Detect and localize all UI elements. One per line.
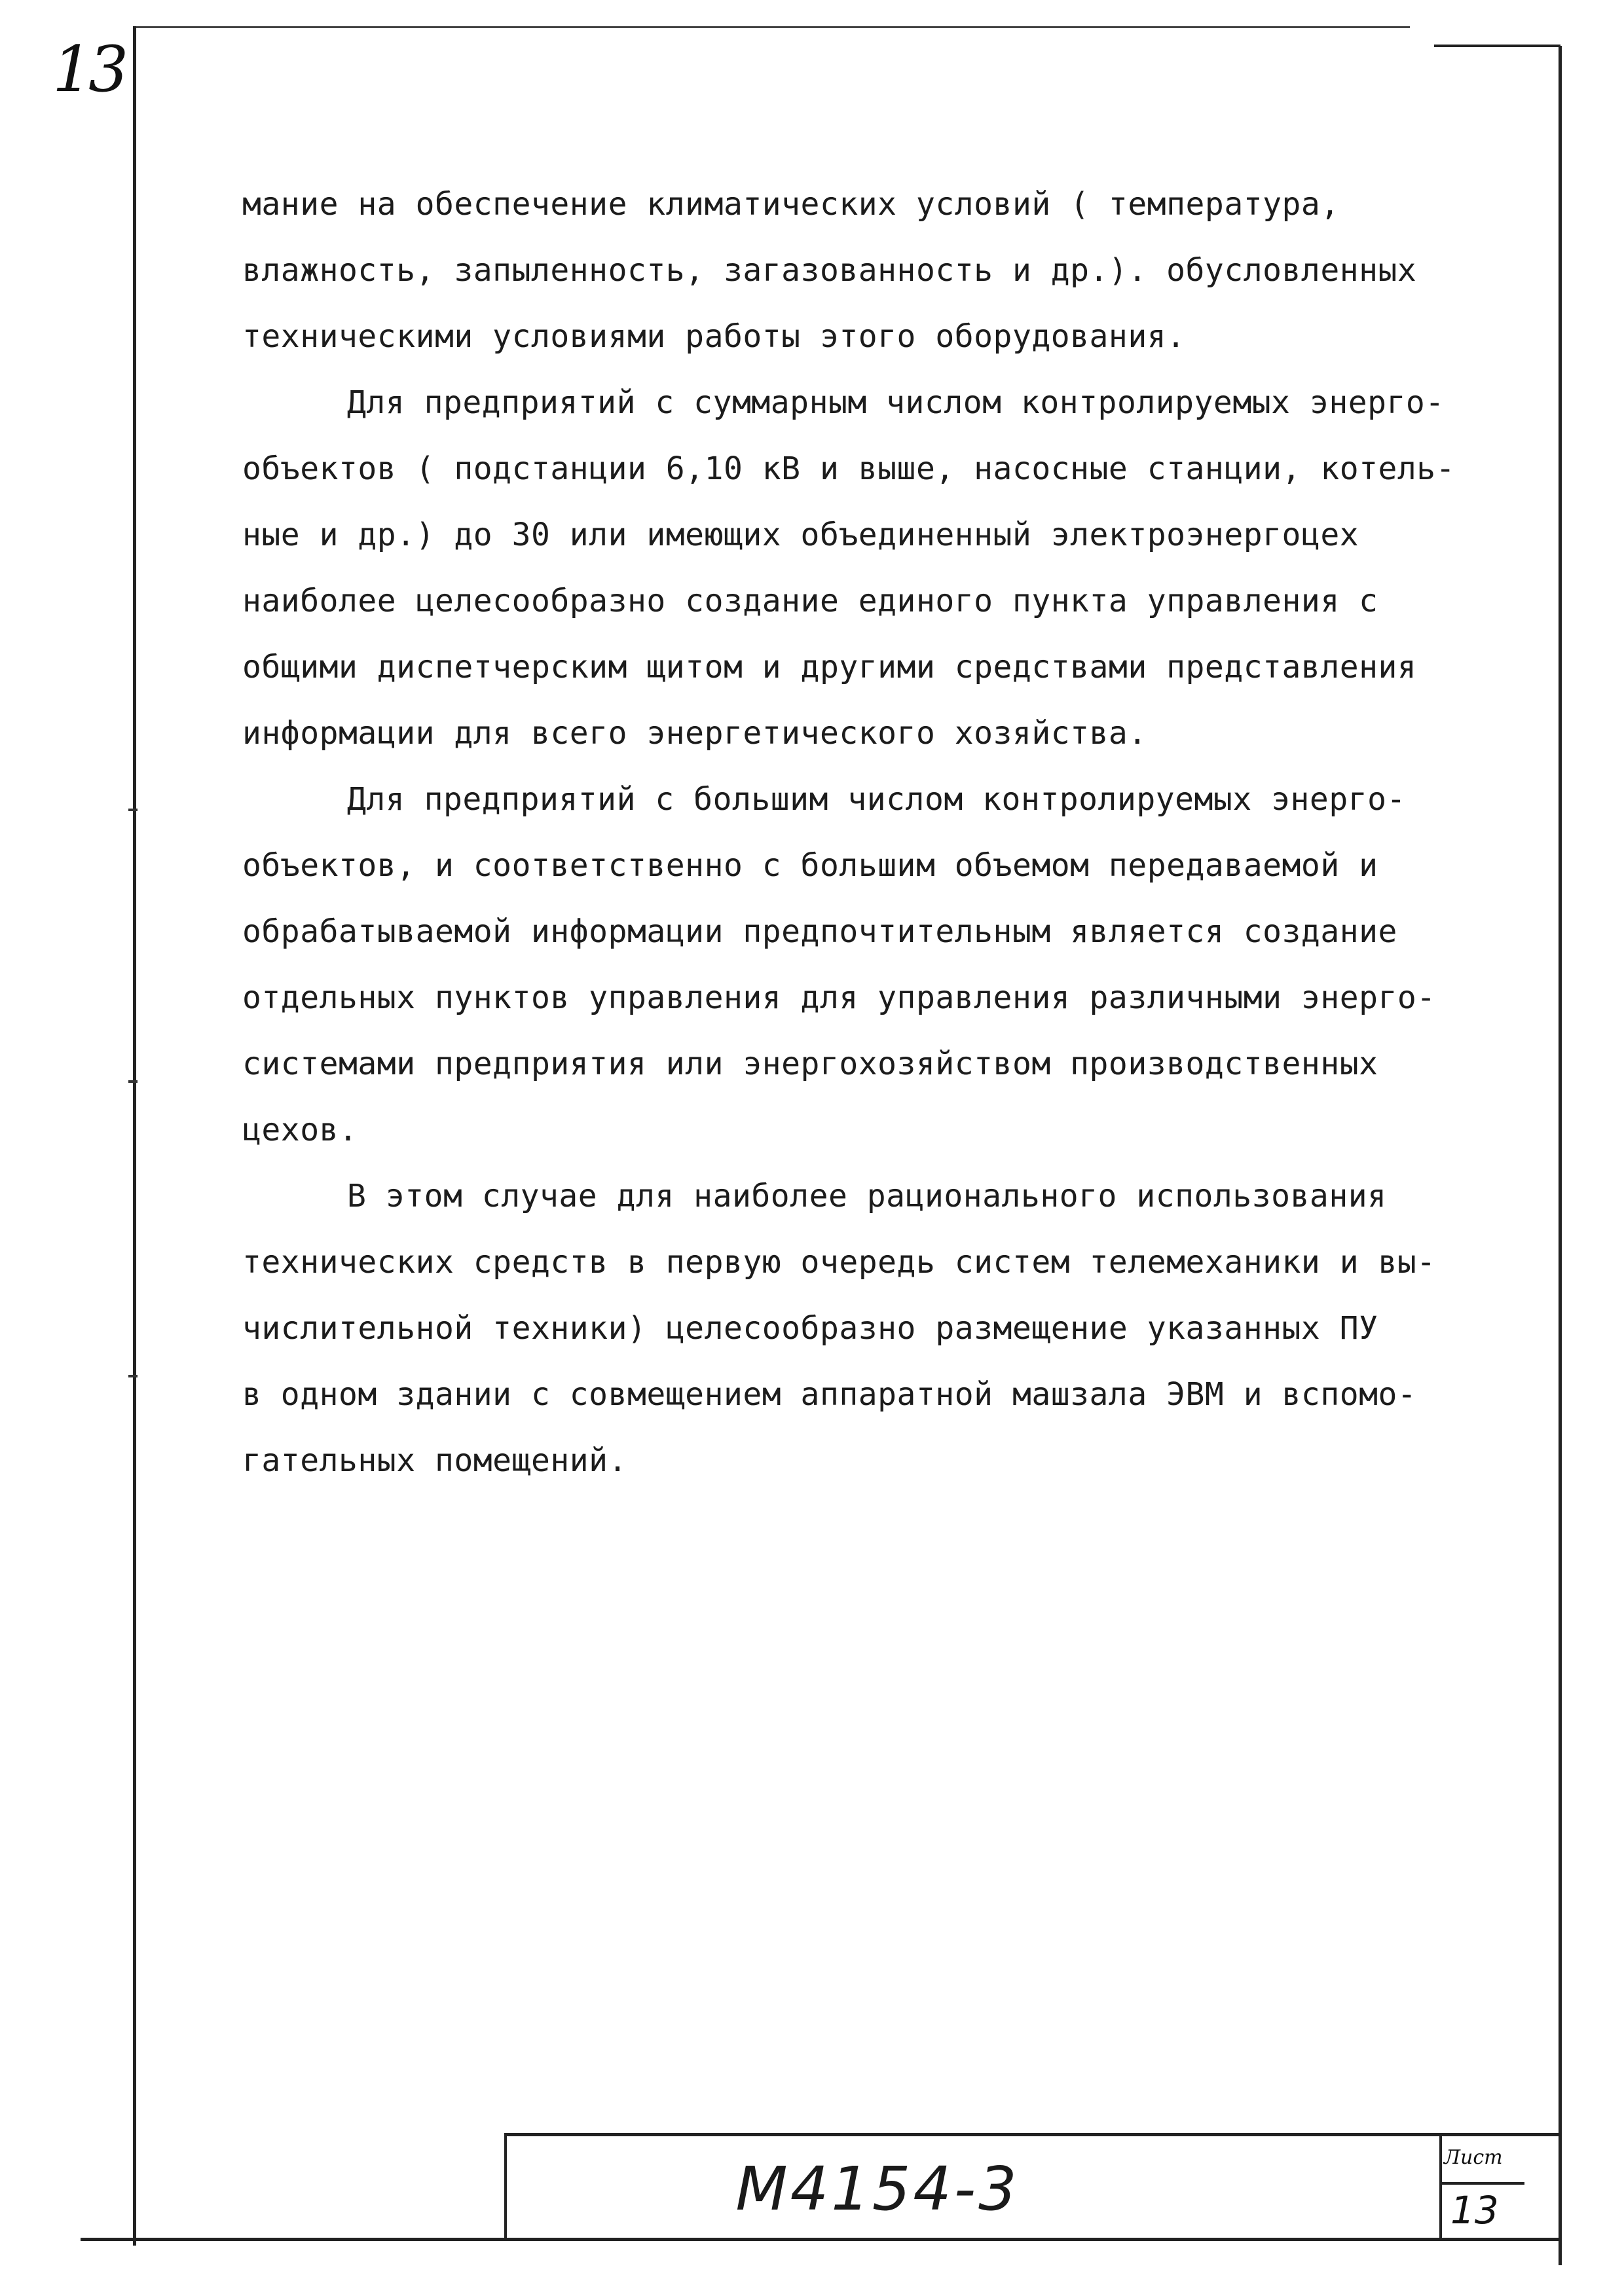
text-line: влажность, запыленность, загазованность и др.). обусловленных [242, 252, 1417, 289]
text-line: цехов. [242, 1112, 358, 1148]
text-line: В этом случае для наиболее рационального использования [347, 1178, 1387, 1214]
text-line: в одном здании с совмещением аппаратной машзала ЭВМ и вспомо- [242, 1376, 1417, 1413]
text-line: Для предприятий с суммарным числом контролируемых энерго- [347, 384, 1445, 421]
text-line: отдельных пунктов управления для управления различными энерго- [242, 979, 1436, 1016]
paragraph-1 [242, 172, 1526, 370]
text-line: ные и др.) до 30 или имеющих объединенный электроэнергоцех [242, 517, 1359, 553]
text-line: обрабатываемой информации предпочтительным является создание [242, 913, 1397, 950]
document-code: М4154-3 [735, 2154, 1020, 2224]
sheet-box-divider [1439, 2182, 1524, 2185]
frame-tick [128, 1375, 138, 1377]
text-line: Для предприятий с большим числом контролируемых энерго- [347, 781, 1406, 818]
sheet-number: 13 [1450, 2188, 1499, 2232]
frame-top-edge [133, 26, 1410, 28]
text-line: информации для всего энергетического хозяйства. [242, 715, 1147, 752]
text-line: гательных помещений. [242, 1442, 627, 1479]
text-line: мание на обеспечение климатических условий ( температура, [242, 186, 1340, 223]
frame-right-edge [1559, 46, 1562, 2265]
text-line: общими диспетчерским щитом и другими средствами представления [242, 649, 1417, 685]
paragraph-3 [242, 767, 1526, 1163]
text-line: числительной техники) целесообразно размещение указанных ПУ [242, 1310, 1378, 1347]
sheet-label: Лист [1444, 2146, 1503, 2169]
text-line: объектов ( подстанции 6,10 кВ и выше, насосные станции, котель- [242, 450, 1456, 487]
frame-tick [128, 809, 138, 811]
frame-tick [128, 1080, 138, 1083]
text-line: наиболее целесообразно создание единого пункта управления с [242, 583, 1378, 619]
paragraph-2 [242, 370, 1526, 767]
frame-left-edge [133, 26, 136, 2246]
text-line: техническими условиями работы этого оборудования. [242, 318, 1186, 355]
document-body [242, 172, 1526, 1494]
handwritten-page-number: 13 [52, 33, 125, 106]
text-line: системами предприятия или энергохозяйством производственных [242, 1046, 1378, 1082]
text-line: объектов, и соответственно с большим объемом передаваемой и [242, 847, 1378, 884]
text-line: технических средств в первую очередь систем телемеханики и вы- [242, 1244, 1436, 1281]
frame-top-right-edge [1434, 45, 1560, 47]
paragraph-4 [242, 1163, 1526, 1494]
